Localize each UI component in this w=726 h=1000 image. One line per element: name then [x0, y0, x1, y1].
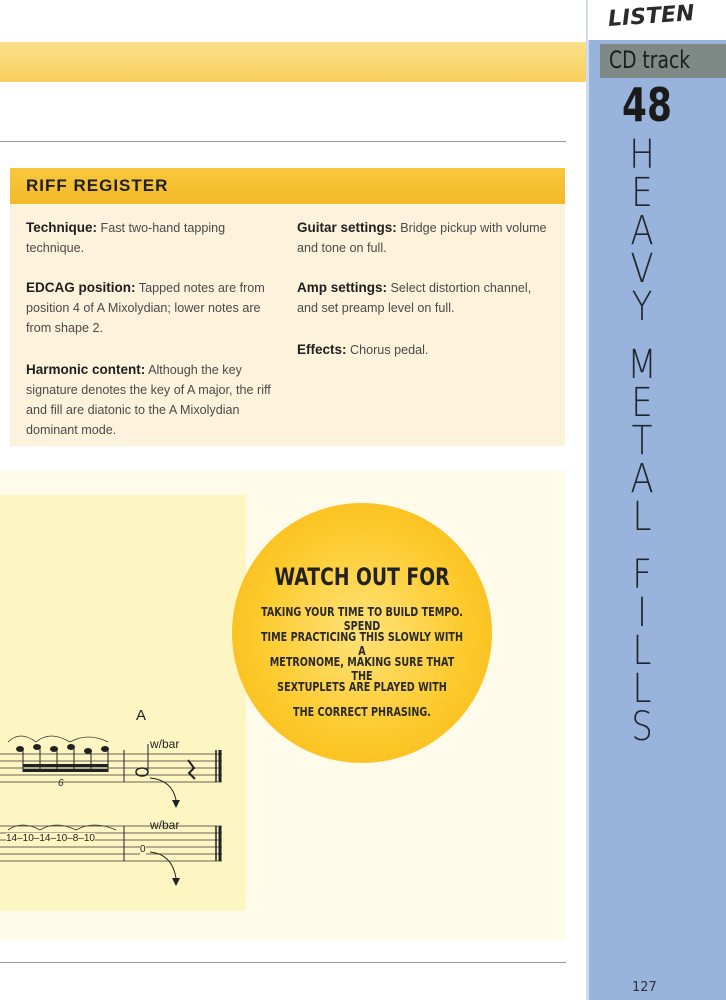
title-letter: I — [636, 590, 648, 636]
title-letter: Y — [631, 284, 653, 330]
sextuplet-notes — [16, 744, 109, 754]
beam-2 — [23, 764, 108, 767]
amp-settings-item — [297, 278, 552, 318]
edcag-item — [26, 278, 281, 338]
top-color-band — [0, 42, 588, 82]
title-letter: A — [630, 456, 654, 502]
title-letter: M — [627, 342, 657, 388]
whammy-dip-standard — [150, 778, 176, 800]
chord-symbol: A — [136, 707, 147, 724]
title-letter: L — [632, 666, 652, 712]
effects-label: Effects: — [297, 342, 347, 357]
title-letter: F — [632, 552, 652, 598]
tuplet-number: 6 — [58, 778, 64, 789]
title-letter: A — [630, 208, 654, 254]
whammy-label-tab: w/bar — [150, 818, 180, 832]
vertical-section-title — [612, 132, 672, 750]
guitar-settings-label: Guitar settings: — [297, 220, 397, 235]
edcag-label: EDCAG position: — [26, 280, 136, 295]
slur-arcs — [8, 736, 108, 742]
harmonic-label: Harmonic content: — [26, 362, 146, 377]
title-letter: T — [631, 418, 653, 464]
title-letter: E — [631, 380, 653, 426]
guitar-settings-item — [297, 218, 552, 258]
effects-text: Chorus pedal. — [350, 343, 429, 357]
tab-open-string: 0 — [140, 844, 146, 855]
edcag-text: Tapped notes are from position 4 of A Mixolydian; lower notes are from shape 2. — [26, 281, 265, 335]
title-letter: L — [632, 628, 652, 674]
harmonic-text: Although the key signature denotes the key of A major, the riff and fill are diatonic to the A Mixolydian dominant mode. — [26, 363, 271, 437]
top-divider — [0, 141, 566, 142]
title-letter: V — [630, 246, 654, 292]
guitar-settings-text: Bridge pickup with volume and tone on full. — [297, 221, 547, 255]
tab-fret-numbers: 14–10–14–10–8–10 — [6, 833, 95, 844]
watch-out-title: WATCH OUT FOR — [274, 563, 450, 591]
title-letter: E — [631, 170, 653, 216]
whammy-dip-tab — [150, 852, 176, 878]
listen-label: LISTEN — [607, 1, 696, 32]
title-letter: L — [632, 494, 652, 540]
standard-staff-lines — [0, 754, 222, 782]
sidebar-edge — [586, 0, 589, 1000]
bottom-divider — [0, 962, 566, 963]
watch-out-line-1: TAKING YOUR TIME TO BUILD TEMPO. SPEND — [261, 605, 463, 633]
quarter-rest — [188, 760, 195, 779]
riff-register-title: RIFF REGISTER — [26, 176, 169, 195]
notation-staff-graphic — [0, 720, 246, 920]
whammy-label-standard: w/bar — [150, 737, 180, 751]
technique-item — [26, 218, 276, 258]
watch-out-line-5: THE CORRECT PHRASING. — [293, 705, 431, 719]
whammy-arrow-standard — [172, 800, 180, 808]
harmonic-item — [26, 360, 276, 440]
technique-text: Fast two-hand tapping technique. — [26, 221, 226, 255]
effects-item — [297, 340, 552, 360]
title-letter: S — [631, 704, 653, 750]
whammy-arrow-tab — [172, 878, 180, 886]
technique-label: Technique: — [26, 220, 98, 235]
track-number: 48 — [622, 78, 672, 132]
beam-1 — [23, 769, 108, 772]
watch-out-line-3: METRONOME, MAKING SURE THAT THE — [269, 655, 455, 683]
title-letter: H — [629, 132, 655, 178]
amp-settings-label: Amp settings: — [297, 280, 388, 295]
watch-out-line-4: SEXTUPLETS ARE PLAYED WITH — [277, 680, 447, 694]
cd-track-label: CD track — [609, 46, 691, 74]
amp-settings-text: Select distortion channel, and set preamp level on full. — [297, 281, 532, 315]
page-number: 127 — [632, 980, 657, 995]
watch-out-line-2: TIME PRACTICING THIS SLOWLY WITH A — [261, 630, 463, 658]
